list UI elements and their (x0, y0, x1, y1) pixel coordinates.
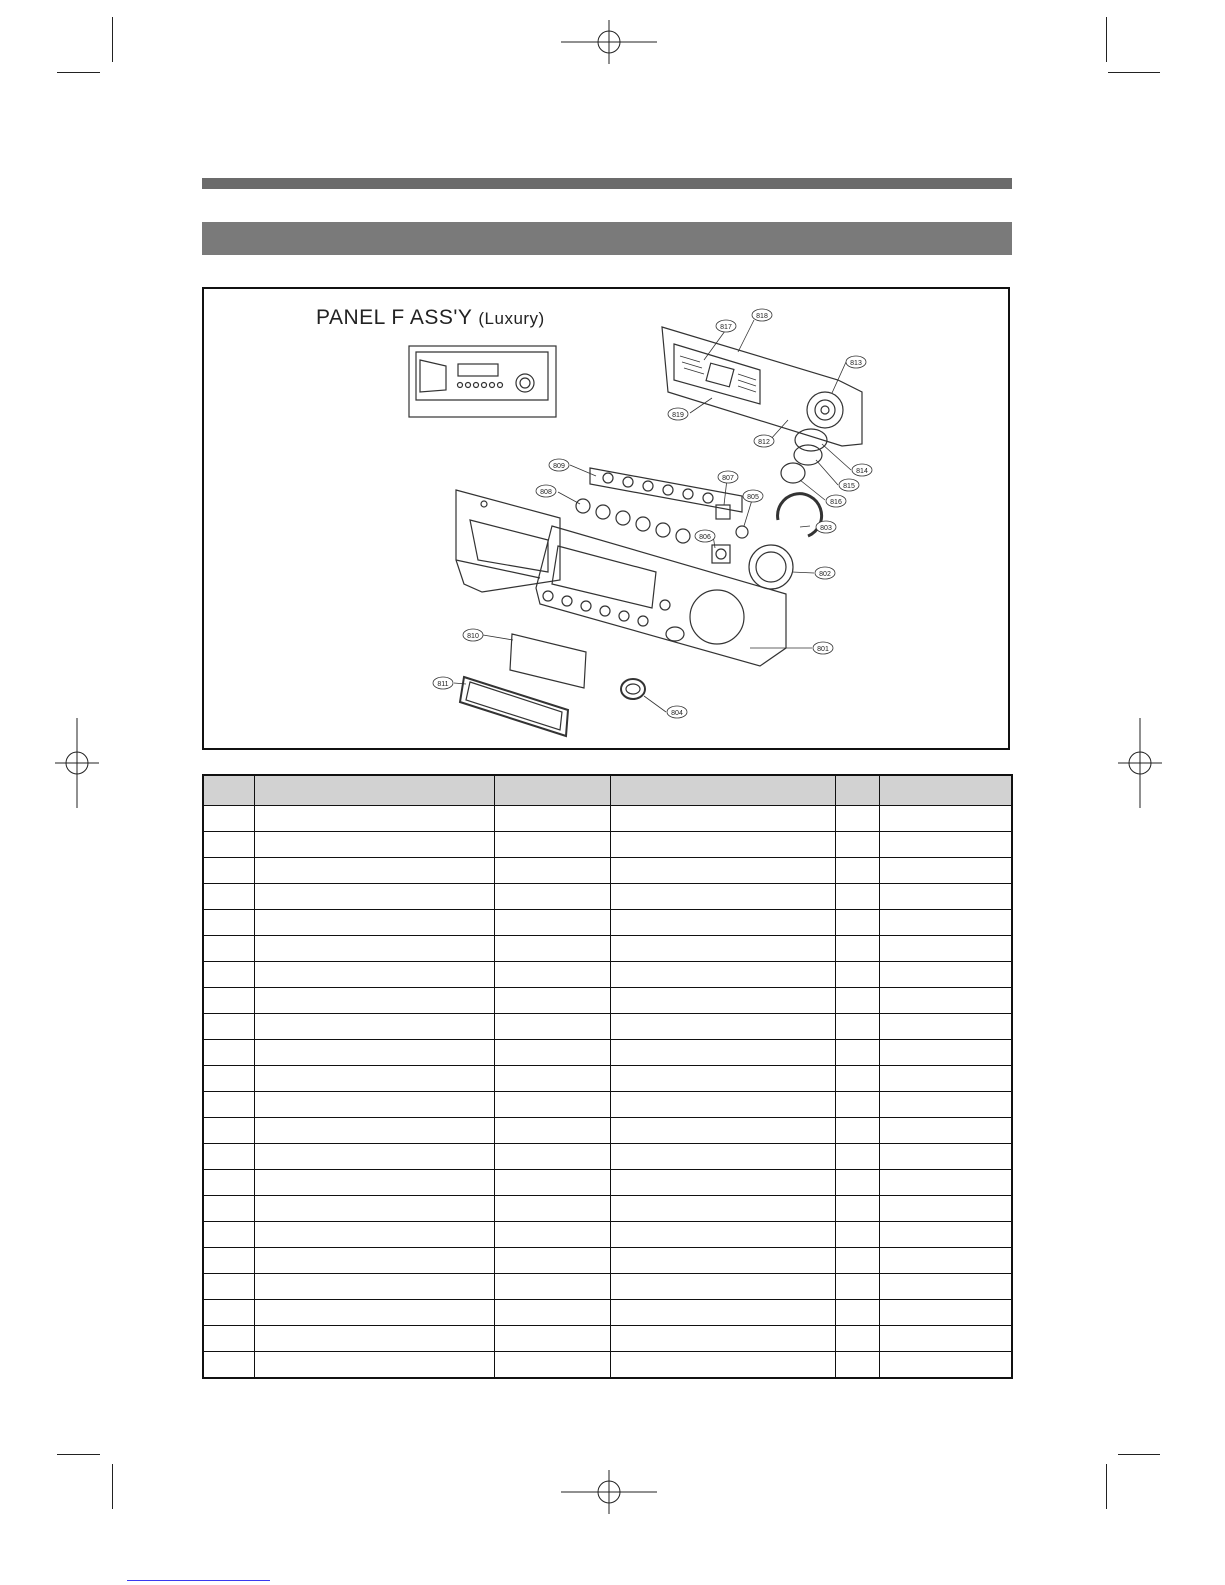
svg-text:803: 803 (820, 525, 832, 532)
table-cell (835, 884, 879, 910)
header-cell (494, 775, 610, 806)
table-cell (879, 806, 1012, 832)
ring-803 (778, 494, 822, 536)
table-cell (879, 1092, 1012, 1118)
table-cell (494, 1222, 610, 1248)
table-cell (835, 858, 879, 884)
table-row (203, 988, 1012, 1014)
table-cell (835, 1300, 879, 1326)
table-cell (494, 1170, 610, 1196)
table-cell (610, 884, 835, 910)
table-cell (610, 858, 835, 884)
part-805 (736, 526, 748, 538)
table-cell (610, 1170, 835, 1196)
svg-text:808: 808 (540, 489, 552, 496)
table-cell (494, 1066, 610, 1092)
pcb-frame (662, 327, 862, 446)
thumbnail-buttons (458, 383, 503, 388)
table-cell (879, 1300, 1012, 1326)
crop-mark (112, 1464, 113, 1509)
table-cell (254, 1222, 494, 1248)
table-cell (610, 1196, 835, 1222)
table-row (203, 1196, 1012, 1222)
crop-mark (1106, 1464, 1107, 1509)
table-cell (203, 1118, 254, 1144)
panel-assembly-drawing (204, 289, 1008, 748)
header-cell (835, 775, 879, 806)
crop-mark (112, 17, 113, 62)
table-cell (494, 1352, 610, 1379)
table-cell (203, 1040, 254, 1066)
callout-817 (716, 320, 736, 332)
table-cell (835, 1222, 879, 1248)
crop-mark (1118, 1454, 1160, 1455)
table-cell (835, 1248, 879, 1274)
drawer-housing (456, 490, 560, 592)
callout-804 (667, 706, 687, 718)
front-panel-buttons (543, 591, 648, 626)
table-cell (494, 806, 610, 832)
table-cell (254, 910, 494, 936)
table-cell (879, 962, 1012, 988)
table-cell (494, 1300, 610, 1326)
header-cell (254, 775, 494, 806)
table-cell (494, 1118, 610, 1144)
table-cell (203, 1274, 254, 1300)
table-cell (879, 1352, 1012, 1379)
callout-813 (846, 356, 866, 368)
callout-811 (433, 677, 453, 689)
svg-text:816: 816 (830, 499, 842, 506)
svg-text:807: 807 (722, 475, 734, 482)
section-band (202, 222, 1012, 255)
table-cell (879, 1066, 1012, 1092)
table-row (203, 1170, 1012, 1196)
table-cell (254, 884, 494, 910)
table-cell (610, 832, 835, 858)
table-row (203, 1118, 1012, 1144)
table-cell (254, 1274, 494, 1300)
table-cell (494, 1274, 610, 1300)
table-cell (203, 1352, 254, 1379)
table-cell (610, 1144, 835, 1170)
table-cell (203, 936, 254, 962)
parts-list-table (202, 774, 1013, 1379)
table-cell (254, 1040, 494, 1066)
table-row (203, 1092, 1012, 1118)
table-cell (203, 806, 254, 832)
table-cell (254, 1144, 494, 1170)
table-cell (610, 1248, 835, 1274)
knob-cap (781, 463, 805, 483)
table-cell (835, 1170, 879, 1196)
registration-mark-right (1118, 718, 1162, 808)
front-panel-801 (536, 526, 786, 666)
callout-818 (752, 309, 772, 321)
table-row (203, 1066, 1012, 1092)
svg-text:806: 806 (699, 534, 711, 541)
front-panel-dial-hole (690, 590, 744, 644)
callout-819 (668, 408, 688, 420)
table-cell (835, 962, 879, 988)
table-row (203, 1300, 1012, 1326)
svg-text:811: 811 (437, 681, 449, 688)
table-cell (610, 1222, 835, 1248)
callout-809 (549, 459, 569, 471)
table-cell (610, 988, 835, 1014)
callout-816 (826, 495, 846, 507)
table-cell (835, 1196, 879, 1222)
svg-text:813: 813 (850, 360, 862, 367)
table-cell (254, 858, 494, 884)
footer-link-underline (127, 1580, 270, 1581)
crop-mark (57, 1454, 100, 1455)
table-cell (254, 962, 494, 988)
diagram-title-main: PANEL F ASS'Y (316, 306, 473, 329)
crop-mark (57, 72, 100, 73)
table-cell (610, 1352, 835, 1379)
header-rule (202, 178, 1012, 189)
table-cell (835, 832, 879, 858)
table-row (203, 1248, 1012, 1274)
table-cell (254, 806, 494, 832)
table-cell (610, 1066, 835, 1092)
table-cell (879, 1014, 1012, 1040)
table-cell (203, 858, 254, 884)
table-cell (254, 1300, 494, 1326)
table-cell (203, 1326, 254, 1352)
table-cell (203, 1170, 254, 1196)
table-cell (610, 1118, 835, 1144)
table-cell (494, 1196, 610, 1222)
button-row-808 (576, 499, 690, 543)
table-cell (835, 1040, 879, 1066)
table-row (203, 1326, 1012, 1352)
table-row (203, 962, 1012, 988)
table-cell (203, 1014, 254, 1040)
display-window-810 (510, 634, 586, 688)
table-cell (494, 1326, 610, 1352)
table-cell (610, 1300, 835, 1326)
table-cell (610, 1040, 835, 1066)
callout-801 (813, 642, 833, 654)
table-row (203, 1040, 1012, 1066)
table-cell (203, 988, 254, 1014)
table-cell (254, 1248, 494, 1274)
table-cell (494, 936, 610, 962)
table-cell (610, 806, 835, 832)
table-cell (879, 1144, 1012, 1170)
table-cell (835, 1274, 879, 1300)
table-cell (254, 1352, 494, 1379)
table-cell (835, 806, 879, 832)
table-row (203, 910, 1012, 936)
svg-text:818: 818 (756, 313, 768, 320)
table-cell (203, 1248, 254, 1274)
table-cell (835, 936, 879, 962)
table-row (203, 806, 1012, 832)
table-cell (494, 884, 610, 910)
table-row (203, 936, 1012, 962)
table-cell (203, 1092, 254, 1118)
table-cell (203, 1222, 254, 1248)
table-cell (610, 1014, 835, 1040)
table-cell (879, 1040, 1012, 1066)
callout-802 (815, 567, 835, 579)
table-cell (254, 936, 494, 962)
table-cell (494, 1014, 610, 1040)
table-cell (610, 936, 835, 962)
table-cell (494, 910, 610, 936)
table-header-row (203, 775, 1012, 806)
table-cell (494, 1092, 610, 1118)
table-cell (254, 1066, 494, 1092)
callout-807 (718, 471, 738, 483)
table-cell (254, 1092, 494, 1118)
table-cell (254, 988, 494, 1014)
table-cell (494, 1040, 610, 1066)
table-cell (879, 1222, 1012, 1248)
callout-812 (754, 435, 774, 447)
svg-text:805: 805 (747, 494, 759, 501)
table-cell (835, 988, 879, 1014)
table-cell (835, 1066, 879, 1092)
table-row (203, 858, 1012, 884)
svg-text:812: 812 (758, 439, 770, 446)
table-cell (879, 910, 1012, 936)
table-row (203, 884, 1012, 910)
table-cell (835, 1144, 879, 1170)
svg-text:819: 819 (672, 412, 684, 419)
table-cell (254, 1170, 494, 1196)
table-cell (835, 1118, 879, 1144)
table-cell (610, 910, 835, 936)
table-row (203, 1222, 1012, 1248)
callout-808 (536, 485, 556, 497)
svg-text:817: 817 (720, 324, 732, 331)
table-cell (494, 858, 610, 884)
svg-text:810: 810 (467, 633, 479, 640)
table-cell (610, 1326, 835, 1352)
svg-text:802: 802 (819, 571, 831, 578)
table-cell (879, 1170, 1012, 1196)
table-cell (610, 1274, 835, 1300)
knob-804 (621, 679, 645, 699)
crop-mark (1106, 17, 1107, 62)
table-row (203, 1352, 1012, 1379)
callout-805 (743, 490, 763, 502)
header-cell (610, 775, 835, 806)
header-cell (203, 775, 254, 806)
header-cell (879, 775, 1012, 806)
table-cell (203, 910, 254, 936)
table-cell (254, 1118, 494, 1144)
table-cell (879, 936, 1012, 962)
table-cell (879, 832, 1012, 858)
table-cell (254, 1196, 494, 1222)
table-cell (879, 1196, 1012, 1222)
table-cell (203, 884, 254, 910)
table-cell (879, 988, 1012, 1014)
table-cell (610, 962, 835, 988)
parts-list-body (203, 806, 1012, 1379)
table-cell (494, 1248, 610, 1274)
svg-text:801: 801 (817, 646, 829, 653)
svg-text:815: 815 (843, 483, 855, 490)
table-cell (835, 1092, 879, 1118)
table-cell (203, 1066, 254, 1092)
diagram-title-sub: (Luxury) (478, 309, 545, 328)
table-row (203, 1274, 1012, 1300)
table-cell (879, 1248, 1012, 1274)
table-row (203, 832, 1012, 858)
table-row (203, 1014, 1012, 1040)
table-row (203, 1144, 1012, 1170)
table-cell (879, 1274, 1012, 1300)
callout-803 (816, 521, 836, 533)
table-cell (879, 1326, 1012, 1352)
table-cell (494, 962, 610, 988)
callout-806 (695, 530, 715, 542)
registration-mark-left (55, 718, 99, 808)
table-cell (254, 832, 494, 858)
svg-text:814: 814 (856, 468, 868, 475)
table-cell (494, 1144, 610, 1170)
svg-text:804: 804 (671, 710, 683, 717)
table-cell (879, 858, 1012, 884)
table-cell (203, 1196, 254, 1222)
callout-815 (839, 479, 859, 491)
table-cell (879, 884, 1012, 910)
table-cell (494, 988, 610, 1014)
table-cell (203, 1144, 254, 1170)
table-cell (610, 1092, 835, 1118)
table-cell (835, 1014, 879, 1040)
table-cell (203, 1300, 254, 1326)
table-cell (494, 832, 610, 858)
table-cell (203, 962, 254, 988)
table-cell (879, 1118, 1012, 1144)
crop-mark (1108, 72, 1160, 73)
table-cell (835, 910, 879, 936)
callout-810 (463, 629, 483, 641)
svg-text:809: 809 (553, 463, 565, 470)
registration-mark-bottom (561, 1470, 657, 1514)
table-cell (835, 1326, 879, 1352)
table-cell (254, 1326, 494, 1352)
registration-mark-top (561, 20, 657, 64)
table-cell (203, 832, 254, 858)
table-cell (254, 1014, 494, 1040)
callout-814 (852, 464, 872, 476)
table-cell (835, 1352, 879, 1379)
